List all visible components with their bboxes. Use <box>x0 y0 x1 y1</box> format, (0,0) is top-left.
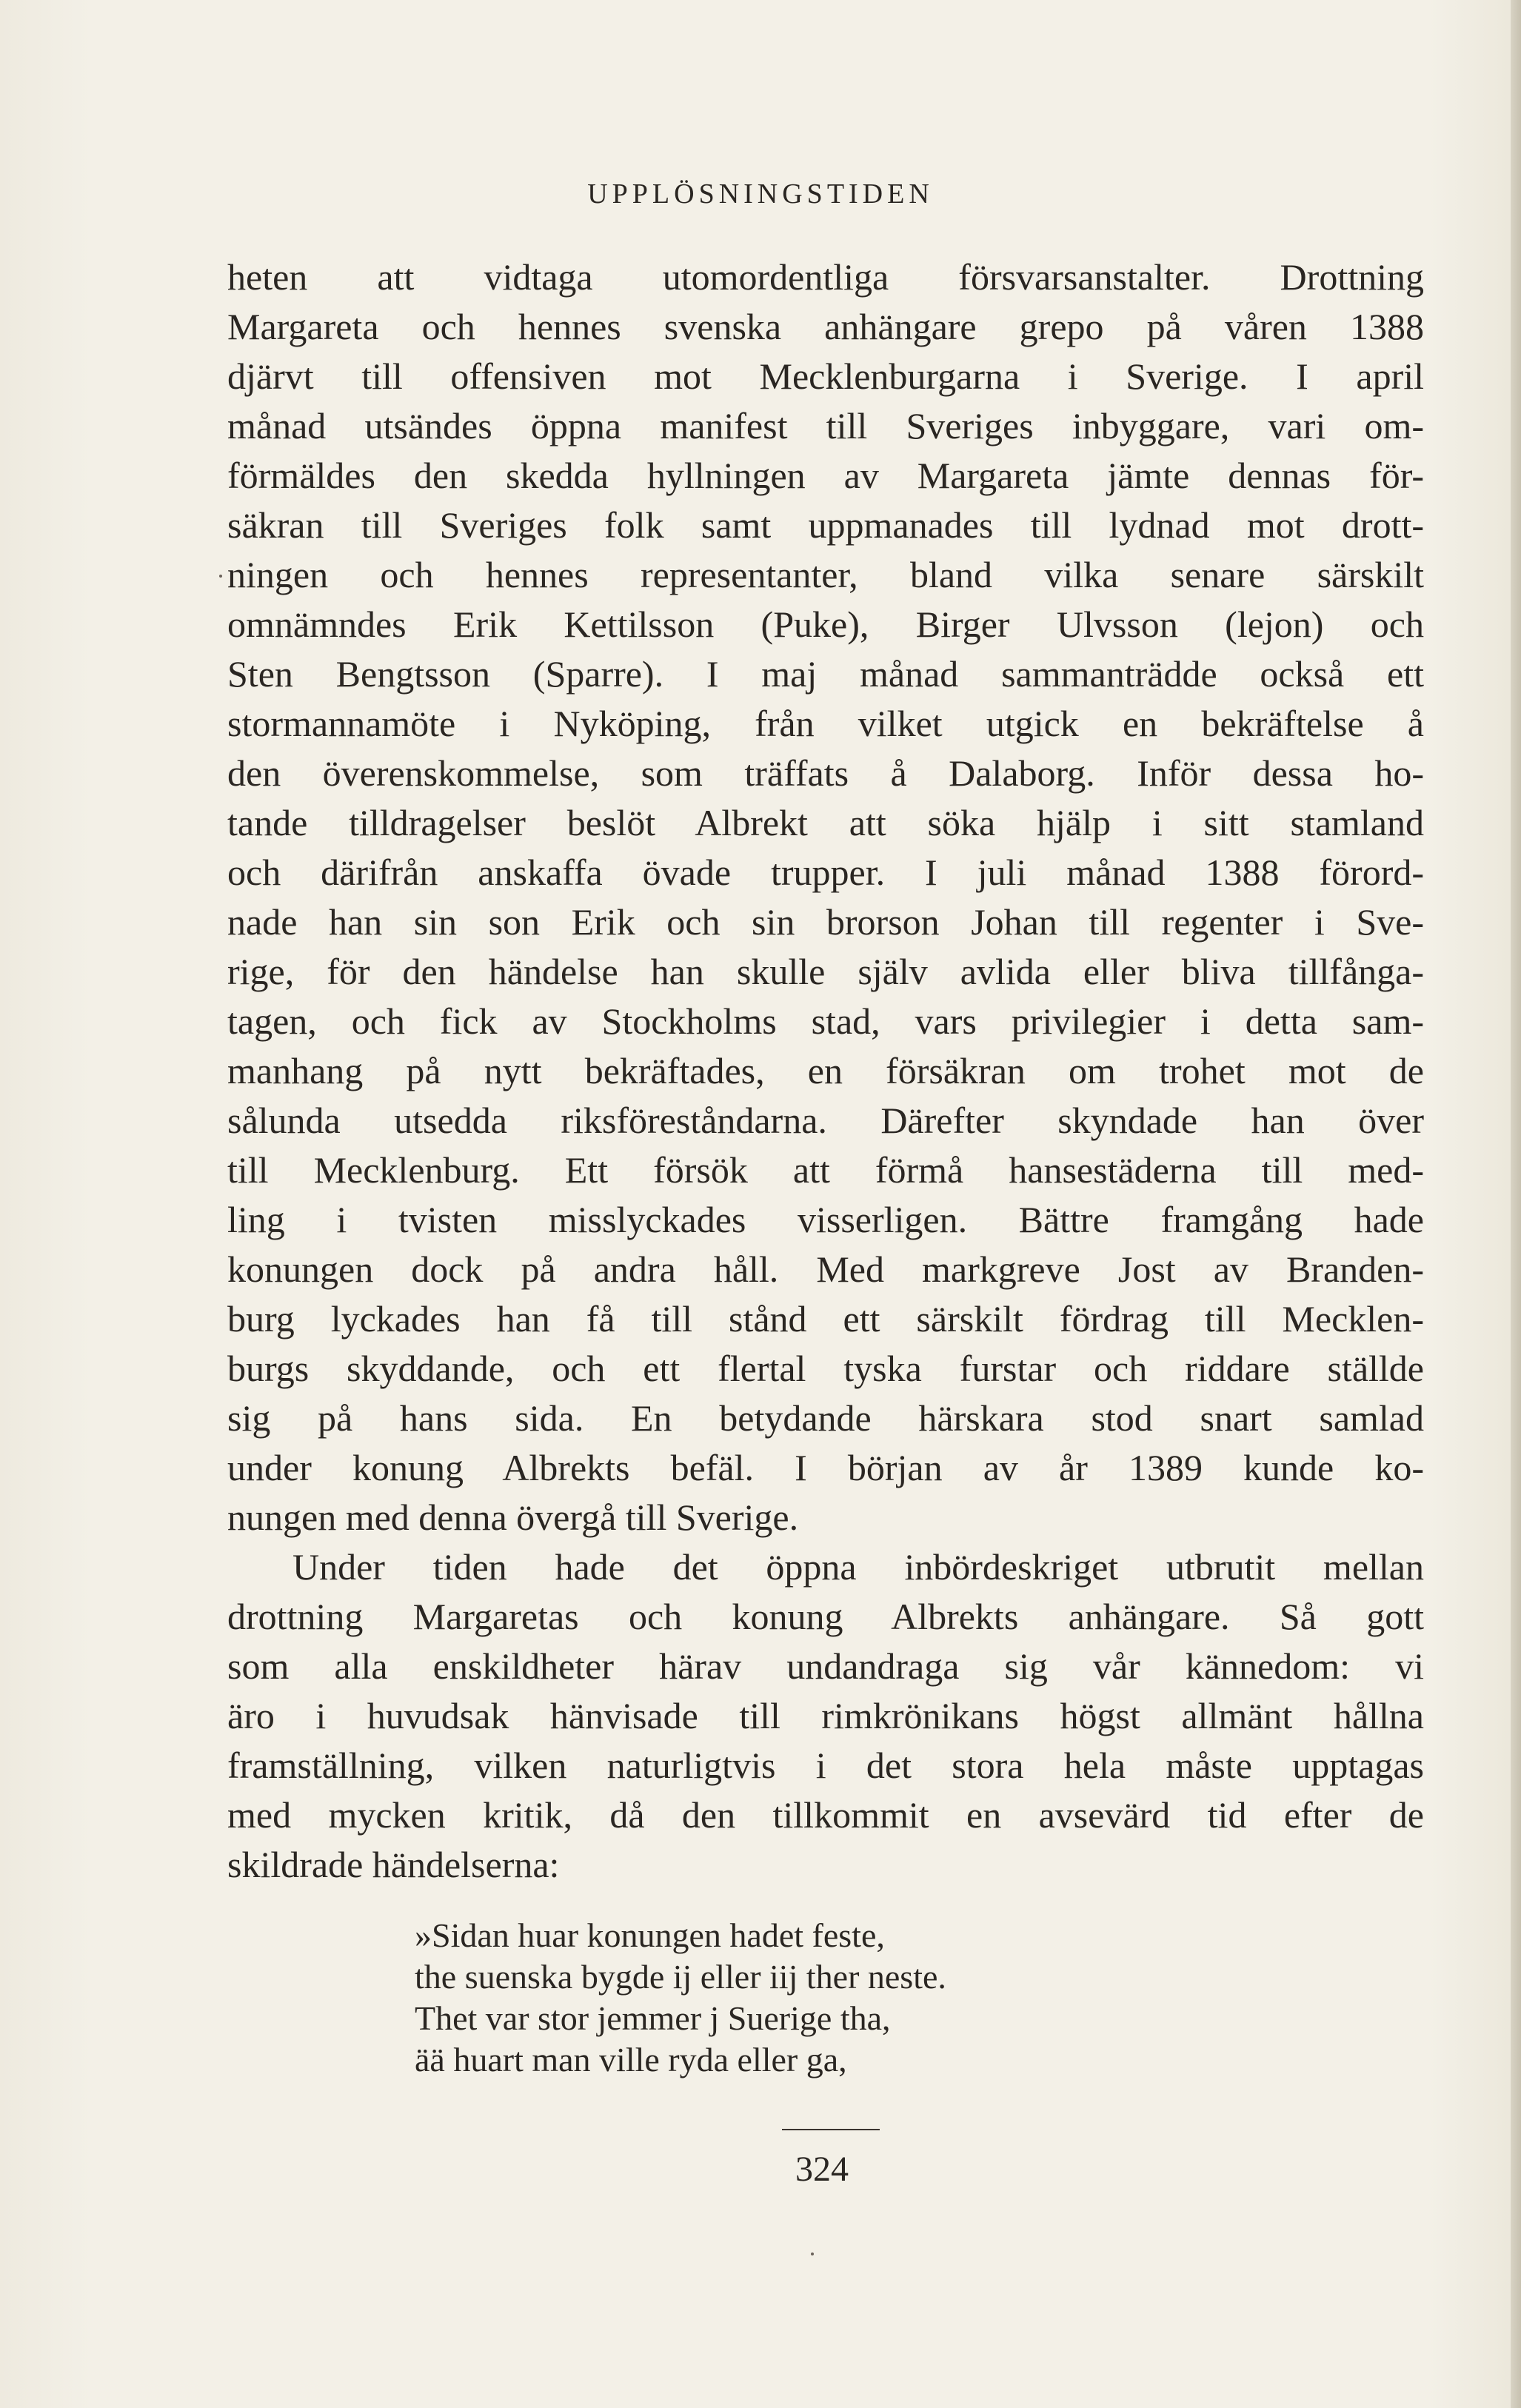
text-line: med mycken kritik, då den tillkommit en avsevärd tid efter de <box>227 1794 1424 1836</box>
text-line: Sten Bengtsson (Sparre). I maj månad sammanträdde också ett <box>227 653 1424 695</box>
text-line: sålunda utsedda riksföreståndarna. Därefter skyndade han över <box>227 1100 1424 1141</box>
verse-quotation <box>415 1915 946 2081</box>
paper-speck <box>219 575 222 578</box>
text-line: förmäldes den skedda hyllningen av Margareta jämte dennas för- <box>227 455 1424 496</box>
text-line: under konung Albrekts befäl. I början av år 1389 kunde ko- <box>227 1447 1424 1488</box>
text-line: Under tiden hade det öppna inbördeskriget utbrutit mellan <box>292 1546 1424 1588</box>
text-line: burgs skyddande, och ett flertal tyska furstar och riddare ställde <box>227 1348 1424 1389</box>
paper-speck <box>811 2253 814 2255</box>
text-line: heten att vidtaga utomordentliga försvarsanstalter. Drottning <box>227 256 1424 298</box>
text-line: äro i huvudsak hänvisade till rimkrönikans högst allmänt hållna <box>227 1695 1424 1736</box>
text-line: tagen, och fick av Stockholms stad, vars privilegier i detta sam- <box>227 1000 1424 1042</box>
text-line: sig på hans sida. En betydande härskara stod snart samlad <box>227 1397 1424 1439</box>
body-text <box>227 252 1424 1890</box>
text-line: djärvt till offensiven mot Mecklenburgarna i Sverige. I april <box>227 355 1424 397</box>
verse-line: ää huart man ville ryda eller ga, <box>415 2041 847 2078</box>
text-line: månad utsändes öppna manifest till Sveriges inbyggare, vari om- <box>227 405 1424 447</box>
text-line: framställning, vilken naturligtvis i det stora hela måste upptagas <box>227 1745 1424 1786</box>
footer-rule <box>782 2129 880 2130</box>
text-line: konungen dock på andra håll. Med markgreve Jost av Branden- <box>227 1248 1424 1290</box>
text-line: ningen och hennes representanter, bland vilka senare särskilt <box>227 554 1424 595</box>
text-line: och därifrån anskaffa övade trupper. I juli månad 1388 förord- <box>227 852 1424 893</box>
text-line: ling i tvisten misslyckades visserligen. Bättre framgång hade <box>227 1199 1424 1240</box>
text-line: nungen med denna övergå till Sverige. <box>227 1496 799 1538</box>
text-line: säkran till Sveriges folk samt uppmanades till lydnad mot drott- <box>227 504 1424 546</box>
text-line: manhang på nytt bekräftades, en försäkran om trohet mot de <box>227 1050 1424 1091</box>
text-line: som alla enskildheter härav undandraga sig vår kännedom: vi <box>227 1645 1424 1687</box>
verse-line: Thet var stor jemmer j Suerige tha, <box>415 1999 891 2037</box>
text-line: tande tilldragelser beslöt Albrekt att söka hjälp i sitt stamland <box>227 802 1424 843</box>
text-line: burg lyckades han få till stånd ett särskilt fördrag till Mecklen- <box>227 1298 1424 1340</box>
page-number: 324 <box>795 2150 849 2189</box>
text-line: nade han sin son Erik och sin brorson Johan till regenter i Sve- <box>227 901 1424 943</box>
text-line: drottning Margaretas och konung Albrekts anhängare. Så gott <box>227 1596 1424 1637</box>
text-line: till Mecklenburg. Ett försök att förmå hansestäderna till med- <box>227 1149 1424 1191</box>
text-line: Margareta och hennes svenska anhängare grepo på våren 1388 <box>227 306 1424 347</box>
verse-line: »Sidan huar konungen hadet feste, <box>415 1916 885 1954</box>
running-head: UPPLÖSNINGSTIDEN <box>587 178 934 210</box>
verse-line: the suenska bygde ij eller iij ther neste. <box>415 1958 946 1996</box>
page-edge <box>1511 0 1521 2408</box>
text-line: rige, för den händelse han skulle själv avlida eller bliva tillfånga- <box>227 951 1424 992</box>
text-line: omnämndes Erik Kettilsson (Puke), Birger Ulvsson (lejon) och <box>227 603 1424 645</box>
text-line: den överenskommelse, som träffats å Dalaborg. Inför dessa ho- <box>227 752 1424 794</box>
text-line: skildrade händelserna: <box>227 1844 560 1885</box>
text-line: stormannamöte i Nyköping, från vilket utgick en bekräftelse å <box>227 703 1424 744</box>
